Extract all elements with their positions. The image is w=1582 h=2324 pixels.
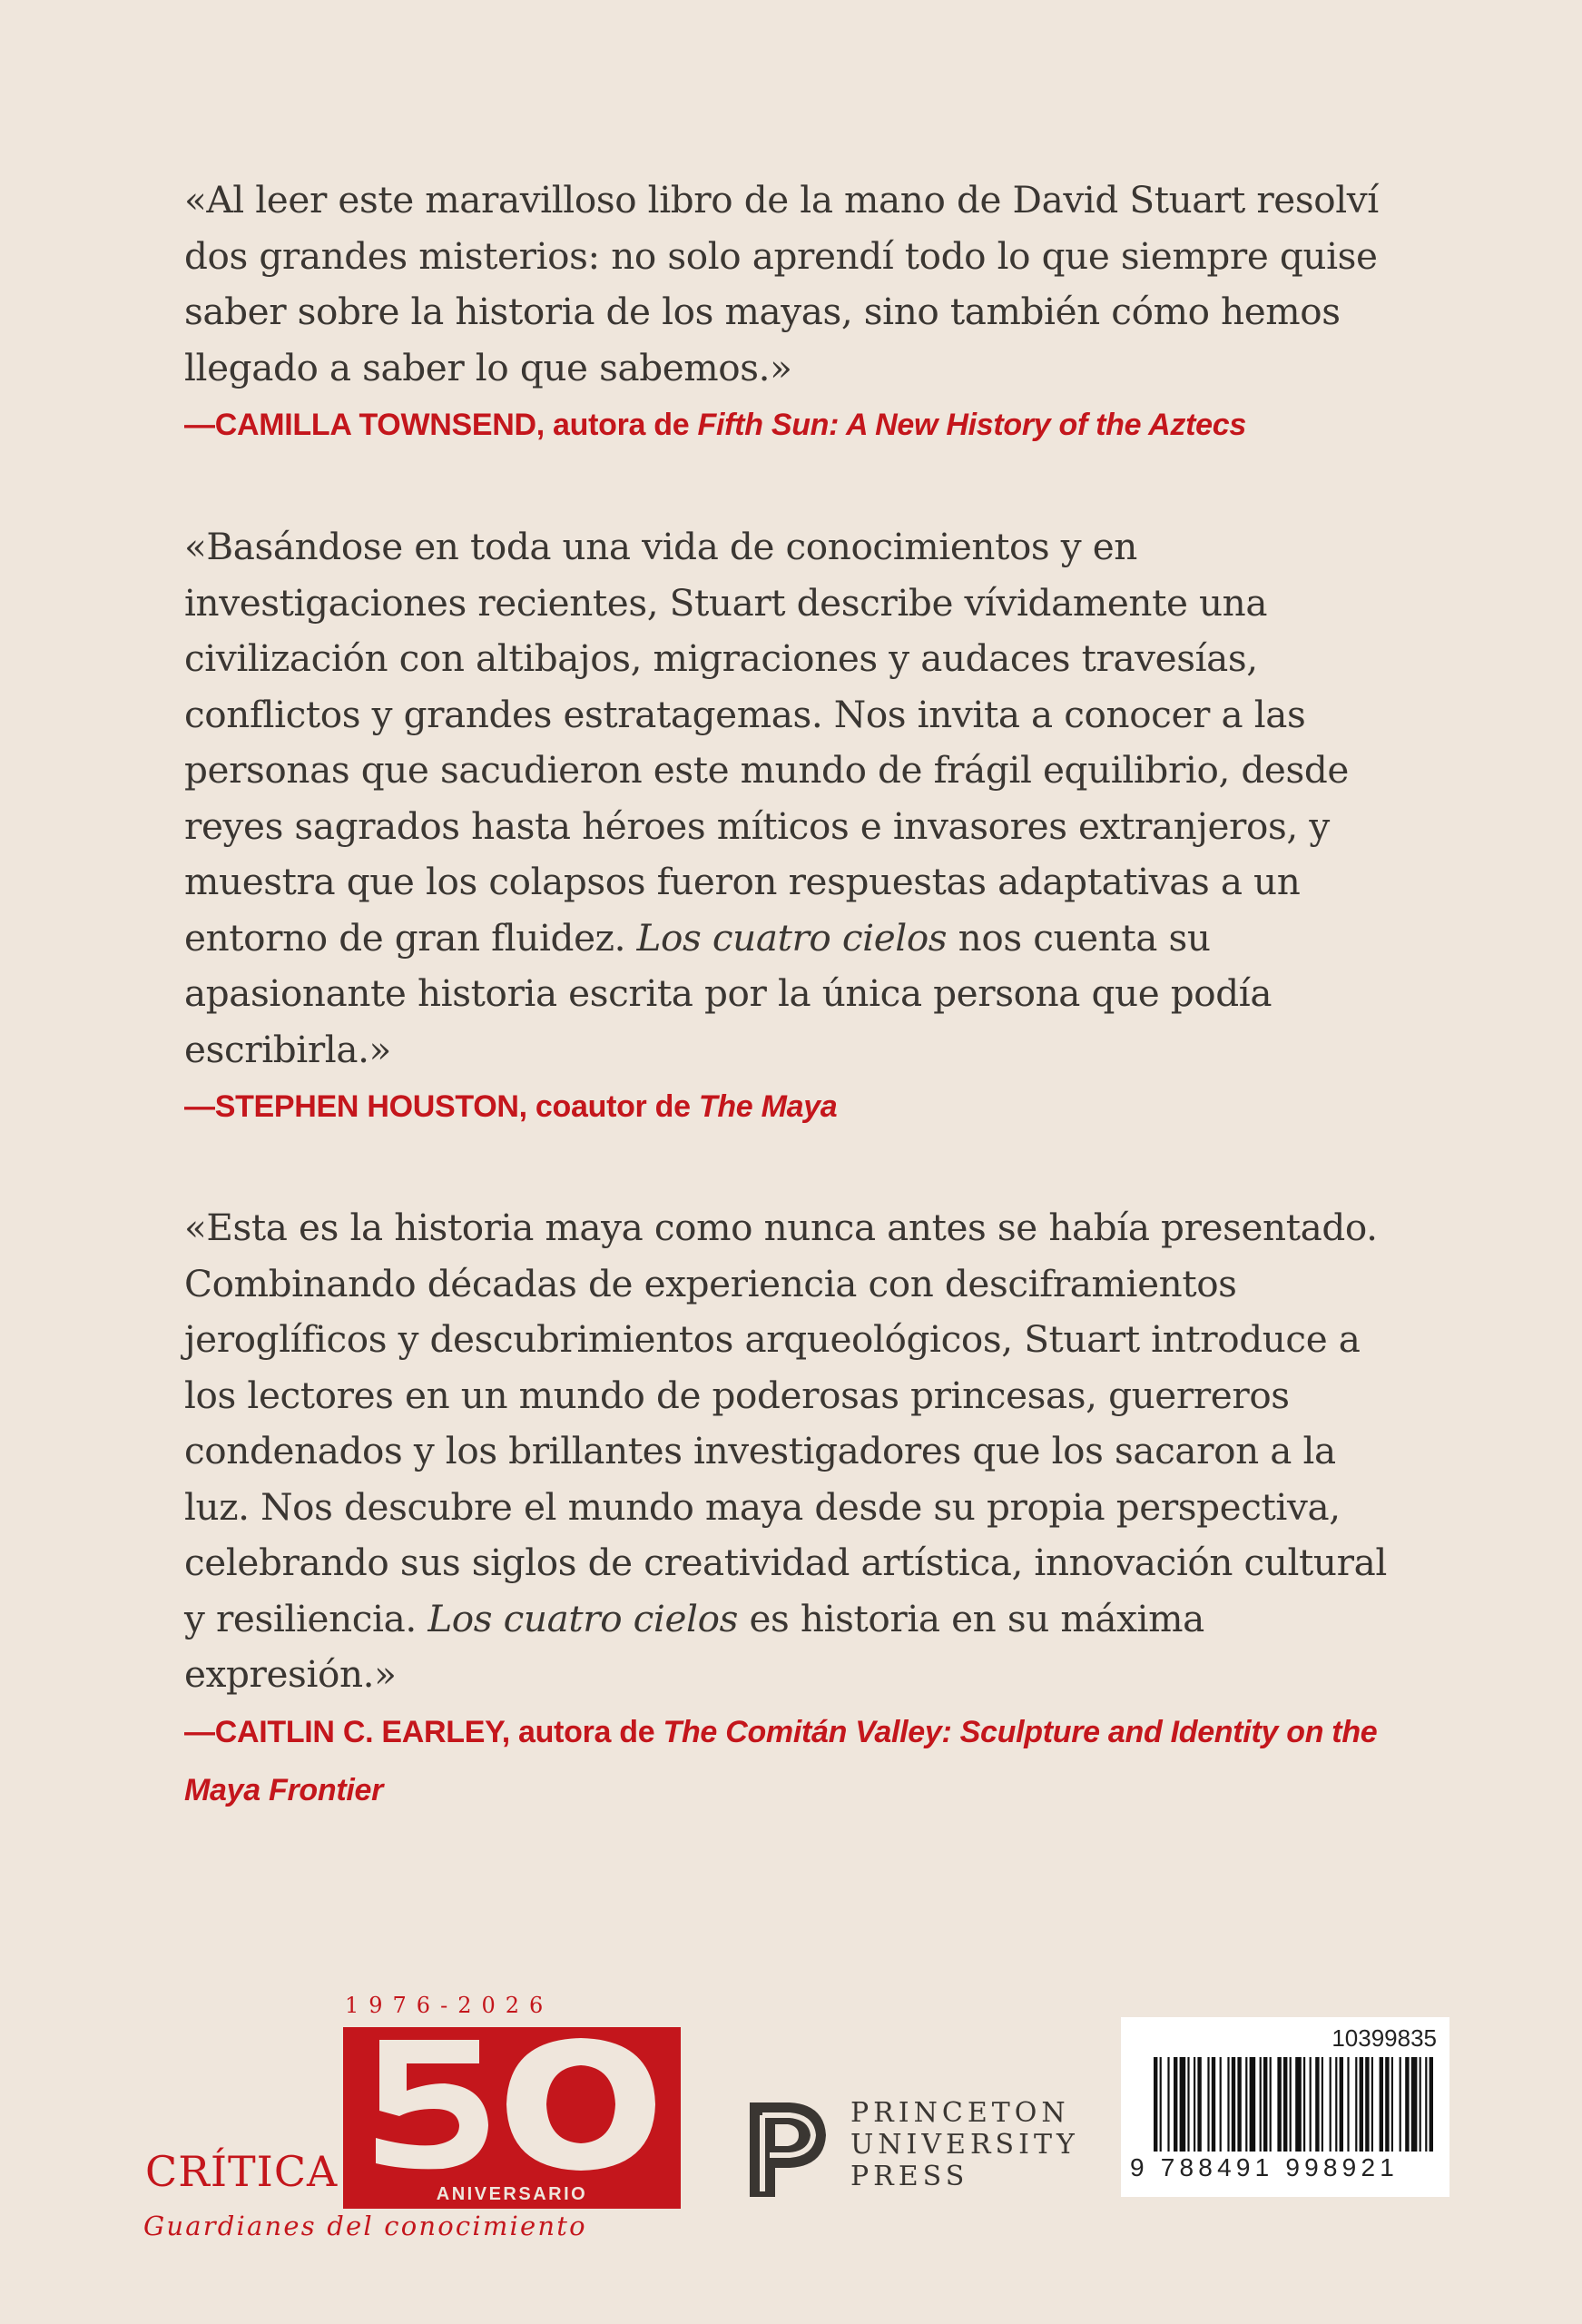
isbn-barcode (1121, 2017, 1449, 2197)
barcode-bar (1322, 2057, 1323, 2152)
barcode-bar (1227, 2057, 1229, 2152)
barcode-bar (1245, 2057, 1247, 2152)
barcode-bar (1180, 2057, 1186, 2152)
blurb-3 (184, 1200, 1410, 1819)
barcode-bar (1283, 2057, 1287, 2152)
barcode-bar (1405, 2057, 1409, 2152)
anniversary-years: 1976-2026 (345, 1993, 554, 2018)
barcode-bar (1310, 2057, 1312, 2152)
barcode-bar (1315, 2057, 1319, 2152)
blurb-1 (184, 172, 1410, 454)
fifty-anniversary-mark (343, 2027, 681, 2209)
barcode-bar (1355, 2057, 1357, 2152)
barcode-bar (1167, 2057, 1169, 2152)
barcode-bar (1212, 2057, 1215, 2152)
barcode-bar (1371, 2057, 1373, 2152)
critica-brand: CRÍTICA (145, 2147, 339, 2196)
barcode-bar (1290, 2057, 1292, 2152)
barcode-bar (1197, 2057, 1201, 2152)
barcode-bar (1335, 2057, 1337, 2152)
critica-anniversary-logo (136, 1993, 588, 2265)
barcode-bar (1411, 2057, 1418, 2152)
barcode-bar (1263, 2057, 1267, 2152)
barcode-bar (1194, 2057, 1195, 2152)
pup-monogram-icon (744, 2097, 835, 2202)
barcode-bar (1232, 2057, 1235, 2152)
barcode-bar (1207, 2057, 1209, 2152)
barcode-bar (1365, 2057, 1369, 2152)
barcode-bar (1380, 2057, 1383, 2152)
barcode-bar (1277, 2057, 1281, 2152)
barcode-bar (1400, 2057, 1401, 2152)
barcode-bar (1250, 2057, 1256, 2152)
barcode-bar (1430, 2057, 1433, 2152)
blurb-2 (184, 519, 1410, 1136)
barcode-bar (1154, 2057, 1157, 2152)
barcode-bar (1340, 2057, 1343, 2152)
blurb-2-text: «Basándose en toda una vida de conocimientos y en investigaciones recientes, Stuart describe vívidamente una civilización con altibajos, migraciones y audaces travesías, conflictos y grandes estratagemas. Nos invita a conocer a las personas que sacudieron este mundo de frágil equilibrio, desde reyes sagrados hasta héroes míticos e invasores extranjeros, y muestra que los colapsos fueron respuestas adaptativas a un entorno de gran fluidez. Los cuatro cielos nos cuenta su apasionante historia escrita por la única persona que podía escribirla.» (184, 525, 1349, 1071)
barcode-bar (1174, 2057, 1177, 2152)
barcode-bar (1330, 2057, 1331, 2152)
blurb-1-text: «Al leer este maravilloso libro de la mano de David Stuart resolví dos grandes misterios: no solo aprendí todo lo que siempre quise saber sobre la historia de los mayas, sino también cómo hemos llegado a saber lo que sabemos.» (184, 178, 1379, 389)
barcode-bar (1237, 2057, 1241, 2152)
barcode-bar (1420, 2057, 1421, 2152)
blurb-3-text: «Esta es la historia maya como nunca antes se había presentado. Combinando décadas de experiencia con desciframientos jeroglíficos y descubrimientos arqueológicos, Stuart introduce a los lectores en un mundo de poderosas princesas, guerreros condenados y los brillantes investigadores que los sacaron a la luz. Nos descubre el mundo maya desde su propia perspectiva, celebrando sus siglos de creatividad artística, innovación cultural y resiliencia. Los cuatro cielos es historia en su máxima expresión.» (184, 1206, 1387, 1696)
anniversary-label: ANIVERSARIO (436, 2184, 588, 2204)
barcode-bar (1303, 2057, 1305, 2152)
barcode-bar (1220, 2057, 1222, 2152)
barcode-bar (1385, 2057, 1389, 2152)
barcode-bar (1347, 2057, 1349, 2152)
barcode-internal-code: 10399835 (1331, 2024, 1437, 2052)
blurb-2-attribution: —STEPHEN HOUSTON, coautor de The Maya (184, 1089, 838, 1124)
barcode-bar (1270, 2057, 1272, 2152)
barcode-isbn-number: 9 788491 998921 (1130, 2153, 1399, 2181)
barcode-bar (1360, 2057, 1363, 2152)
barcode-bar (1391, 2057, 1393, 2152)
pup-wordmark: PRINCETON UNIVERSITY PRESS (850, 2097, 1079, 2192)
barcode-bar (1160, 2057, 1162, 2152)
barcode-bar (1425, 2057, 1427, 2152)
barcode-bar (1187, 2057, 1189, 2152)
barcode-bar (1295, 2057, 1302, 2152)
blurb-3-attribution: —CAITLIN C. EARLEY, autora de The Comitán Valley: Sculpture and Identity on the Maya Frontier (184, 1714, 1378, 1807)
barcode-bar (1260, 2057, 1262, 2152)
princeton-university-press-logo (744, 2097, 1079, 2206)
critica-tagline: Guardianes del conocimiento (143, 2211, 587, 2241)
blurb-1-attribution: —CAMILLA TOWNSEND, autora de Fifth Sun: A New History of the Aztecs (184, 408, 1246, 442)
